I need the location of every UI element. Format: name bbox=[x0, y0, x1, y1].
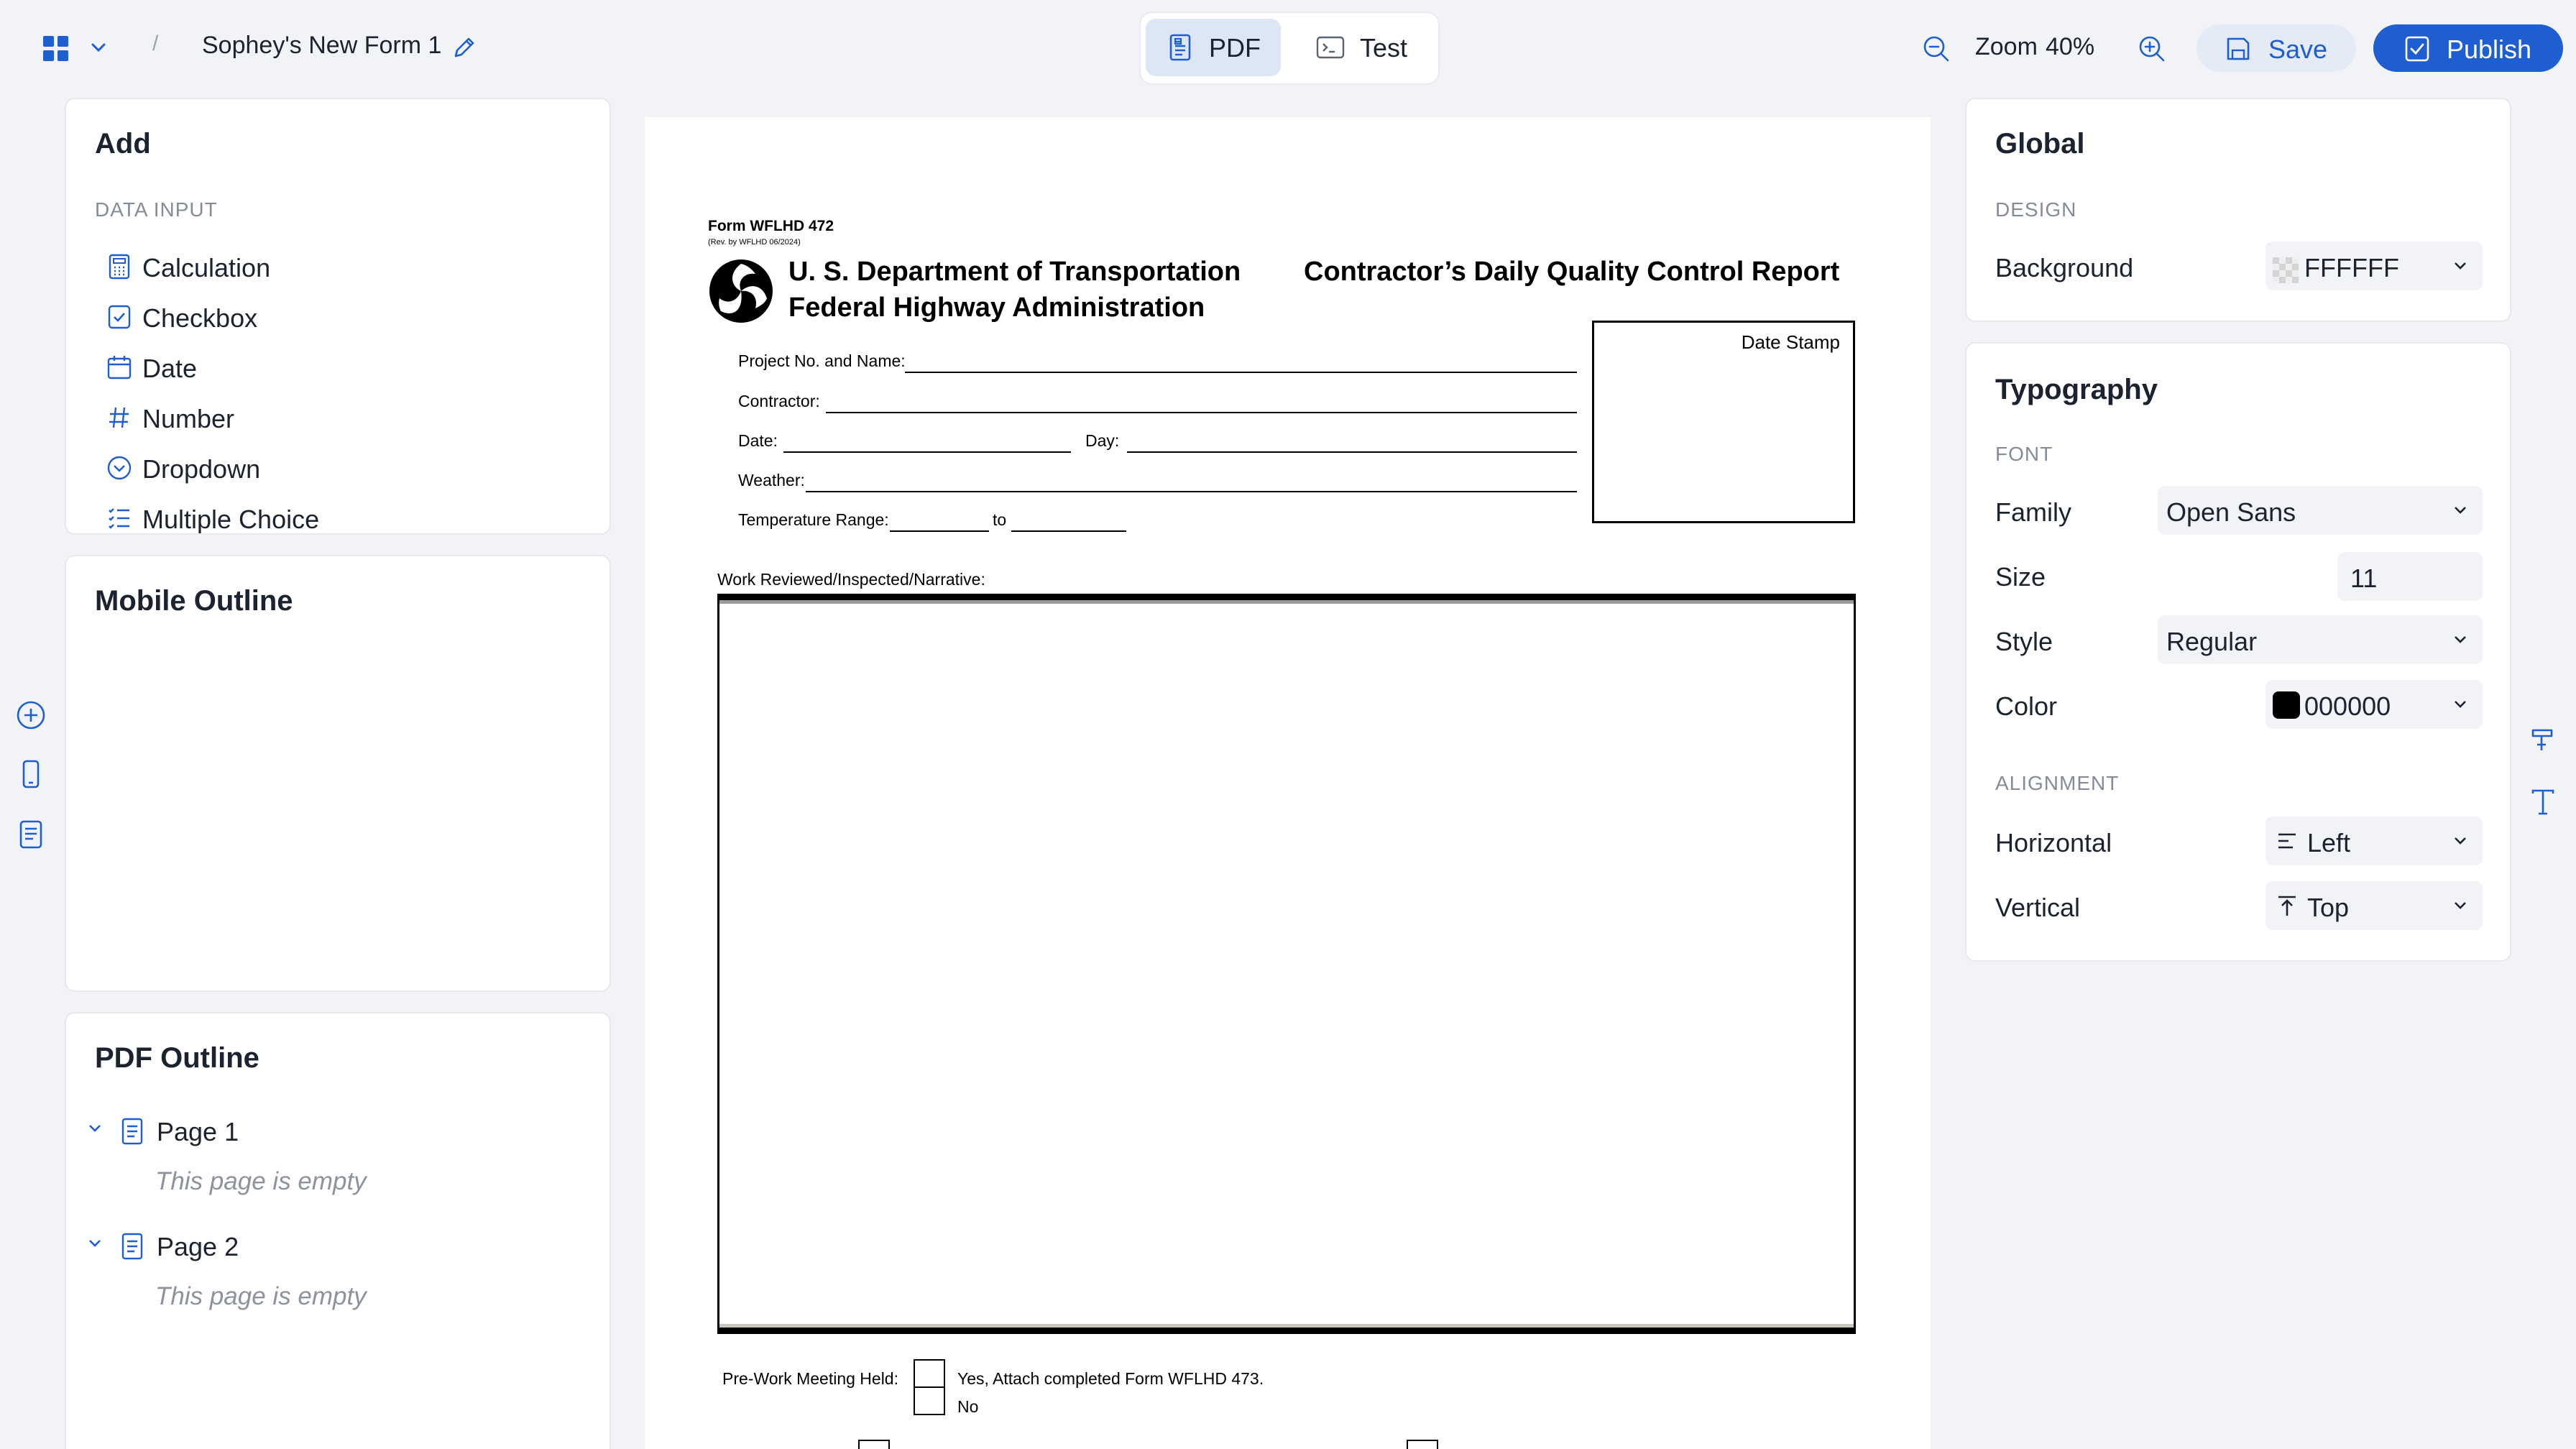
date-stamp-label: Date Stamp bbox=[1741, 331, 1840, 353]
calendar-icon bbox=[106, 354, 132, 381]
chevron-down-icon bbox=[2452, 699, 2468, 710]
pdf-mode-icon bbox=[1167, 33, 1195, 62]
background-select[interactable] bbox=[2266, 242, 2483, 290]
zoom-label: Zoom bbox=[1975, 33, 2038, 60]
alignment-section: ALIGNMENT bbox=[1995, 772, 2120, 794]
publish-icon bbox=[2404, 34, 2431, 63]
prework-yes-checkbox[interactable] bbox=[914, 1359, 945, 1388]
add-checkbox[interactable] bbox=[106, 299, 538, 335]
save-button[interactable] bbox=[2196, 24, 2356, 72]
color-swatch-icon bbox=[2273, 691, 2300, 719]
vertical-label: Vertical bbox=[1995, 893, 2081, 922]
chevron-down-icon bbox=[2452, 835, 2468, 847]
date-label: Date: bbox=[738, 431, 778, 450]
chevron-down-icon bbox=[2452, 505, 2468, 516]
zoom-value: 40% bbox=[2046, 33, 2095, 60]
mode-pdf-label: PDF bbox=[1209, 33, 1261, 63]
style-label: Style bbox=[1995, 627, 2053, 656]
contractor-label: Contractor: bbox=[738, 392, 820, 410]
save-icon bbox=[2224, 34, 2253, 63]
style-select[interactable] bbox=[2158, 615, 2483, 664]
edit-pencil-icon[interactable] bbox=[451, 34, 477, 60]
pdf-outline-panel bbox=[65, 1012, 611, 1449]
design-section: DESIGN bbox=[1995, 198, 2077, 221]
add-calculation[interactable] bbox=[106, 249, 538, 285]
checkbox-icon bbox=[106, 303, 132, 331]
mode-test-label: Test bbox=[1360, 33, 1408, 63]
date-stamp-box[interactable] bbox=[1592, 321, 1855, 523]
form-revision: (Rev. by WFLHD 06/2024) bbox=[708, 238, 801, 247]
vertical-select[interactable] bbox=[2266, 881, 2483, 930]
zoom-out-icon[interactable] bbox=[1922, 34, 1951, 63]
page-document-icon bbox=[119, 1117, 145, 1146]
prework-no-label: No bbox=[957, 1397, 979, 1416]
calculator-icon bbox=[106, 253, 132, 280]
outline-page-1[interactable] bbox=[86, 1111, 518, 1151]
align-left-icon bbox=[2276, 829, 2299, 852]
add-panel-title: Add bbox=[95, 128, 151, 160]
agency-line-2: Federal Highway Administration bbox=[788, 293, 1205, 323]
size-input[interactable] bbox=[2337, 552, 2483, 601]
narrative-top-rule bbox=[719, 600, 1854, 604]
form-number: Form WFLHD 472 bbox=[708, 218, 834, 234]
background-label: Background bbox=[1995, 253, 2134, 282]
zoom-in-icon[interactable] bbox=[2138, 34, 2166, 63]
transparent-swatch-icon bbox=[2273, 257, 2299, 283]
global-title: Global bbox=[1995, 128, 2085, 160]
temperature-label: Temperature Range: bbox=[738, 510, 889, 529]
color-value: 000000 bbox=[2304, 691, 2391, 721]
hash-icon bbox=[106, 404, 132, 431]
global-panel bbox=[1965, 98, 2511, 322]
add-date[interactable] bbox=[106, 349, 538, 385]
outline-page-2[interactable] bbox=[86, 1226, 518, 1266]
pdf-outline-title: PDF Outline bbox=[95, 1042, 259, 1074]
project-field-line[interactable] bbox=[905, 372, 1577, 373]
typography-title: Typography bbox=[1995, 374, 2158, 405]
horizontal-value: Left bbox=[2307, 828, 2351, 857]
apps-chevron-down-icon[interactable] bbox=[91, 42, 106, 53]
color-select[interactable] bbox=[2266, 680, 2483, 729]
add-number-label: Number bbox=[142, 404, 235, 433]
chevron-down-icon bbox=[2452, 634, 2468, 645]
horizontal-select[interactable] bbox=[2266, 816, 2483, 865]
apps-grid-icon[interactable] bbox=[43, 36, 69, 62]
page-2-empty-note: This page is empty bbox=[155, 1282, 367, 1310]
report-title: Contractor’s Daily Quality Control Report bbox=[1304, 257, 1840, 287]
publish-label: Publish bbox=[2447, 34, 2532, 64]
temp-to-label: to bbox=[993, 510, 1007, 529]
publish-button[interactable] bbox=[2373, 24, 2563, 72]
page-document-icon bbox=[119, 1232, 145, 1261]
size-value: 11 bbox=[2350, 564, 2378, 593]
mobile-outline-panel bbox=[65, 555, 611, 992]
outline-page-1-label: Page 1 bbox=[157, 1117, 239, 1146]
terminal-icon bbox=[1315, 33, 1346, 62]
next-checkbox-partial[interactable] bbox=[858, 1440, 890, 1449]
prework-label: Pre-Work Meeting Held: bbox=[722, 1369, 898, 1388]
typography-panel bbox=[1965, 342, 2511, 962]
add-dropdown-label: Dropdown bbox=[142, 454, 261, 484]
data-input-section: DATA INPUT bbox=[95, 198, 218, 221]
add-dropdown[interactable] bbox=[106, 450, 538, 486]
mode-test-tab[interactable] bbox=[1294, 19, 1430, 76]
background-value: FFFFFF bbox=[2304, 253, 2399, 282]
chevron-down-icon[interactable] bbox=[86, 1123, 104, 1134]
next-checkbox-partial-2[interactable] bbox=[1407, 1440, 1438, 1449]
agency-line-1: U. S. Department of Transportation bbox=[788, 257, 1241, 287]
project-label: Project No. and Name: bbox=[738, 351, 906, 370]
page-1-empty-note: This page is empty bbox=[155, 1167, 367, 1195]
dot-logo bbox=[708, 258, 774, 324]
chevron-down-icon bbox=[2452, 260, 2468, 272]
outline-page-2-label: Page 2 bbox=[157, 1232, 239, 1261]
size-label: Size bbox=[1995, 562, 2046, 592]
chevron-down-icon[interactable] bbox=[86, 1238, 104, 1249]
style-value: Regular bbox=[2166, 627, 2258, 656]
prework-yes-label: Yes, Attach completed Form WFLHD 473. bbox=[957, 1369, 1264, 1388]
horizontal-label: Horizontal bbox=[1995, 828, 2112, 857]
add-number[interactable] bbox=[106, 400, 538, 436]
vertical-value: Top bbox=[2307, 893, 2350, 922]
text-rail-icon[interactable] bbox=[2527, 786, 2559, 818]
contractor-field-line[interactable] bbox=[826, 412, 1577, 413]
add-checkbox-label: Checkbox bbox=[142, 303, 258, 333]
mode-pdf-tab[interactable] bbox=[1146, 19, 1281, 76]
temp-high-line[interactable] bbox=[1011, 530, 1126, 532]
pdf-outline-rail-icon[interactable] bbox=[13, 816, 49, 852]
align-top-icon bbox=[2276, 894, 2299, 917]
pdf-page-canvas[interactable] bbox=[645, 117, 1931, 1449]
add-date-label: Date bbox=[142, 354, 198, 383]
family-value: Open Sans bbox=[2166, 497, 2296, 527]
add-multiple-choice[interactable] bbox=[106, 500, 538, 535]
chevron-down-icon bbox=[2452, 900, 2468, 911]
mobile-outline-title: Mobile Outline bbox=[95, 585, 293, 617]
add-panel bbox=[65, 98, 611, 535]
weather-label: Weather: bbox=[738, 471, 805, 489]
family-label: Family bbox=[1995, 497, 2071, 527]
breadcrumb-separator: / bbox=[152, 32, 159, 55]
temp-low-line[interactable] bbox=[890, 530, 989, 532]
color-label: Color bbox=[1995, 691, 2058, 721]
day-label: Day: bbox=[1085, 431, 1120, 450]
prework-no-checkbox[interactable] bbox=[914, 1386, 945, 1415]
form-title[interactable]: Sophey's New Form 1 bbox=[202, 32, 442, 59]
add-multiple-choice-label: Multiple Choice bbox=[142, 505, 320, 534]
day-field-line[interactable] bbox=[1127, 451, 1577, 453]
weather-field-line[interactable] bbox=[806, 491, 1577, 492]
dropdown-icon bbox=[106, 454, 132, 482]
work-reviewed-label: Work Reviewed/Inspected/Narrative: bbox=[717, 570, 985, 589]
font-section: FONT bbox=[1995, 443, 2053, 465]
list-icon bbox=[106, 505, 132, 532]
style-rail-icon[interactable] bbox=[2527, 724, 2559, 756]
date-field-line[interactable] bbox=[783, 451, 1071, 453]
mobile-rail-icon[interactable] bbox=[13, 756, 49, 792]
save-label: Save bbox=[2268, 34, 2328, 64]
family-select[interactable] bbox=[2158, 486, 2483, 535]
add-rail-icon[interactable] bbox=[13, 697, 49, 733]
narrative-box[interactable] bbox=[717, 594, 1856, 1334]
add-calculation-label: Calculation bbox=[142, 253, 271, 282]
narrative-bottom-rule bbox=[719, 1324, 1854, 1328]
